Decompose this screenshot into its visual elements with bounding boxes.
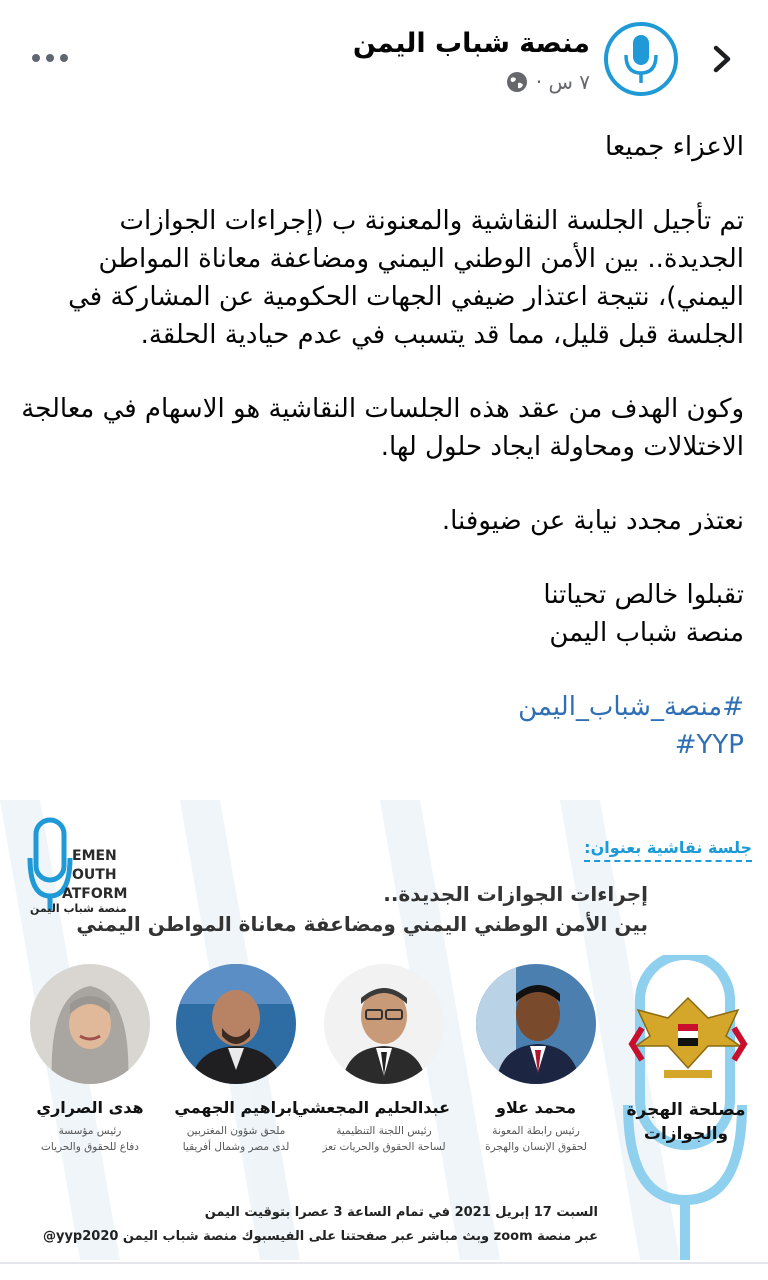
- logo-arabic-name: منصة شباب اليمن: [30, 902, 127, 915]
- session-label: جلسة نقاشية بعنوان:: [584, 838, 752, 862]
- text-line: تقبلوا خالص تحياتنا: [543, 580, 744, 610]
- yemen-emblem-icon: [628, 988, 748, 1084]
- more-dot-icon: [32, 54, 40, 62]
- text-line: منصة شباب اليمن: [549, 618, 744, 648]
- page-name[interactable]: منصة شباب اليمن: [352, 28, 590, 59]
- more-options-button[interactable]: [28, 48, 68, 68]
- hashtag-link[interactable]: #منصة_شباب_اليمن: [518, 692, 744, 722]
- page-avatar[interactable]: [604, 22, 678, 96]
- guest-role-line: رئيس رابطة المعونة: [492, 1125, 580, 1137]
- greeting-paragraph: [20, 128, 744, 166]
- guest-role: [24, 1123, 156, 1155]
- post-meta: [506, 70, 590, 94]
- guest-role-line: لدى مصر وشمال أفريقيا: [182, 1141, 290, 1153]
- globe-icon: [506, 71, 528, 93]
- guest-role: [318, 1123, 450, 1155]
- guest-card: [170, 964, 302, 1155]
- guest-role-line: رئيس اللجنة التنظيمية: [336, 1125, 432, 1137]
- guest-name: محمد علاو: [496, 1098, 576, 1117]
- guest-photo: [476, 964, 596, 1084]
- post-divider: [0, 1262, 768, 1264]
- text-line: الاعزاء جميعا: [604, 132, 744, 162]
- guest-role-line: لساحة الحقوق والحريات تعز: [322, 1141, 446, 1153]
- guest-role-line: دفاع للحقوق والحريات: [41, 1141, 139, 1153]
- logo-text-line: OUTH: [72, 867, 117, 883]
- guest-card: [293, 964, 450, 1155]
- guest-card: [24, 964, 156, 1155]
- guest-role: [470, 1123, 602, 1155]
- text-line: وكون الهدف من عقد هذه الجلسات النقاشية هو الاسهام في معالجة: [21, 394, 744, 424]
- more-dot-icon: [46, 54, 54, 62]
- logo-text-line: ATFORM: [62, 886, 128, 902]
- text-line: تم تأجيل الجلسة النقاشية والمعنونة ب (إجراءات الجوازات: [119, 206, 744, 236]
- agency-name: [626, 1098, 746, 1146]
- announcement-paragraph: [20, 202, 744, 354]
- microphone-icon: [617, 31, 665, 87]
- post-image-flyer[interactable]: [0, 800, 768, 1260]
- guest-role-line: لحقوق الإنسان والهجرة: [485, 1141, 587, 1153]
- guest-card: [470, 964, 602, 1155]
- hashtag-link[interactable]: YYP#: [674, 730, 744, 760]
- text-line: نعتذر مجدد نيابة عن ضيوفنا.: [441, 506, 744, 536]
- text-line: الاختلالات ومحاولة ايجاد حلول لها.: [380, 432, 744, 462]
- apology-paragraph: [20, 502, 744, 540]
- agency-name-line: مصلحة الهجرة: [626, 1100, 746, 1120]
- guest-name: عبدالحليم المجعشي: [293, 1098, 450, 1117]
- goal-paragraph: [20, 390, 744, 466]
- guest-photo: [324, 964, 444, 1084]
- post-text: [20, 128, 744, 764]
- hashtags: [20, 688, 744, 764]
- event-venue: عبر منصة zoom وبث مباشر عبر صفحتنا على الفيسبوك منصة شباب اليمن yyp2020@: [42, 1229, 598, 1244]
- guest-name: هدى الصراري: [36, 1098, 144, 1117]
- closing-paragraph: [20, 576, 744, 652]
- guest-name: ابراهيم الجهمي: [174, 1098, 298, 1117]
- event-datetime: السبت 17 إبريل 2021 في تمام الساعة 3 عصرا بتوقيت اليمن: [204, 1205, 598, 1220]
- more-dot-icon: [60, 54, 68, 62]
- logo-text-line: EMEN: [72, 848, 117, 864]
- text-line: الجلسة قبل قليل، مما قد يتسبب في عدم حيادية الحلقة.: [140, 320, 744, 350]
- post-header: [0, 0, 768, 118]
- text-line: اليمني)، نتيجة اعتذار ضيفي الجهات الحكومية عن المشاركة في: [68, 282, 744, 312]
- guest-role-line: رئيس مؤسسة: [58, 1125, 122, 1137]
- guest-role: [170, 1123, 302, 1155]
- flyer-title: إجراءات الجوازات الجديدة..: [383, 882, 648, 906]
- agency-name-line: والجوازات: [643, 1124, 729, 1144]
- text-line: الجديدة.. بين الأمن الوطني اليمني ومضاعفة معاناة المواطن: [98, 244, 744, 274]
- chevron-right-icon[interactable]: [704, 42, 738, 76]
- guest-role-line: ملحق شؤون المغتربين: [186, 1125, 286, 1137]
- flyer-subtitle: بين الأمن الوطني اليمني ومضاعفة معاناة المواطن اليمني: [76, 912, 648, 936]
- post-time[interactable]: ٧ س ·: [535, 70, 590, 94]
- guest-photo: [30, 964, 150, 1084]
- guest-photo: [176, 964, 296, 1084]
